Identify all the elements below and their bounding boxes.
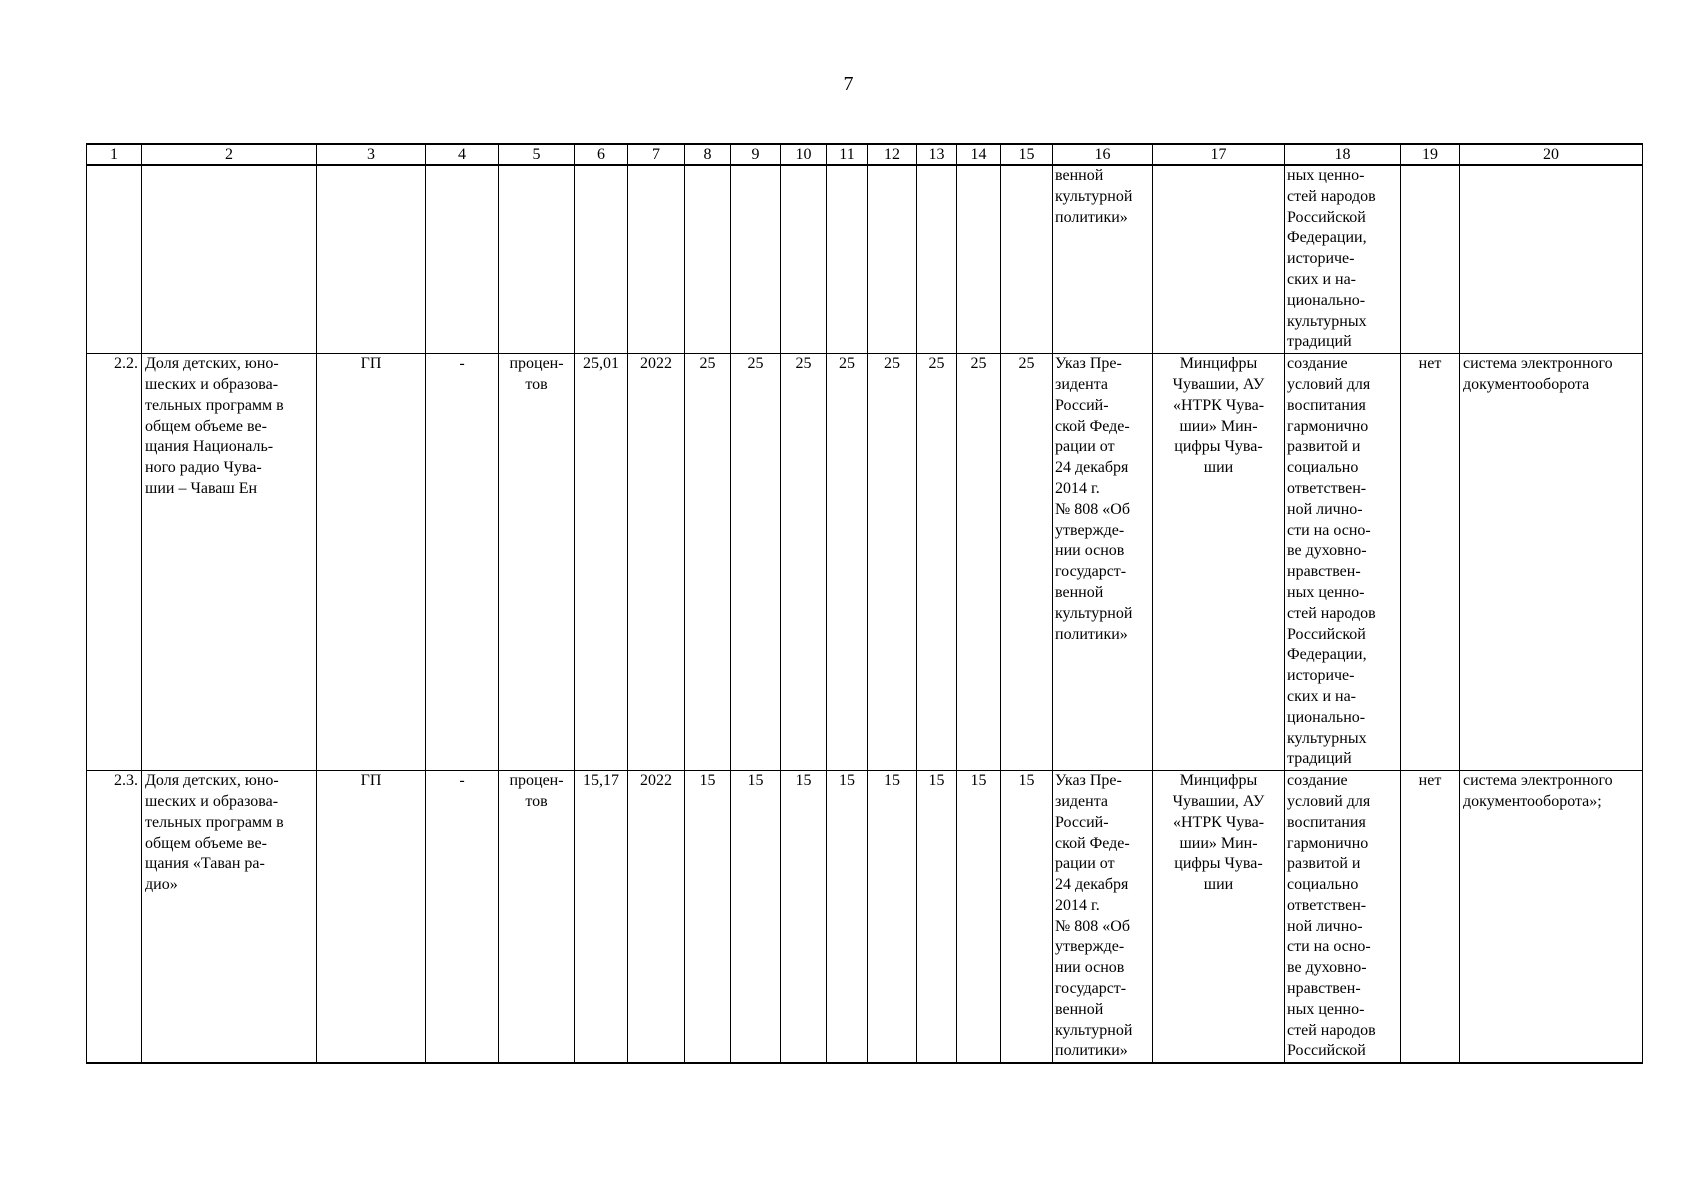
cell-line: тов [525, 792, 548, 810]
cell-info-system [1460, 165, 1643, 354]
cell-line: политики» [1055, 625, 1128, 643]
cell-line: шии» Мин- [1179, 834, 1258, 852]
cell-line: Доля детских, юно- [145, 772, 279, 790]
cell-value-10: 25 [781, 354, 827, 771]
cell-line: Доля детских, юно- [145, 355, 279, 373]
cell-value-12: 15 [868, 771, 917, 1064]
cell-line: стей народов [1287, 1021, 1376, 1039]
cell-line: 2014 г. [1055, 479, 1100, 497]
cell-line: Российской [1287, 625, 1366, 643]
cell-line: ответствен- [1287, 896, 1367, 914]
cell-code: - [426, 771, 499, 1064]
cell-value-8: 25 [685, 354, 731, 771]
cell-line: традиций [1287, 333, 1352, 351]
cell-indicator-name [142, 165, 317, 354]
cell-type: ГП [317, 771, 426, 1064]
cell-line: шии [1203, 876, 1234, 894]
cell-line: создание [1287, 355, 1348, 373]
cell-line: развитой и [1287, 438, 1361, 456]
cell-line: ских и на- [1287, 270, 1356, 288]
cell-line: система электронного [1463, 355, 1613, 373]
cell-line: 2014 г. [1055, 896, 1100, 914]
cell-value-15 [1001, 165, 1053, 354]
cell-info-system [1460, 771, 1643, 1064]
cell-line: зидента [1055, 792, 1108, 810]
cell-line: шии – Чаваш Ен [145, 479, 258, 497]
indicators-table [86, 143, 1643, 1064]
cell-line: ной лично- [1287, 917, 1363, 935]
cell-line: государст- [1055, 563, 1127, 581]
cell-flag [1401, 165, 1460, 354]
header-col-10: 10 [781, 144, 827, 165]
header-col-15: 15 [1001, 144, 1053, 165]
cell-line: дио» [145, 876, 178, 894]
cell-line: Минцифры [1179, 355, 1258, 373]
cell-line: социально [1287, 876, 1359, 894]
cell-value-8 [685, 165, 731, 354]
cell-line: ских и на- [1287, 687, 1356, 705]
header-row [87, 144, 1643, 165]
cell-line: воспитания [1287, 396, 1366, 414]
cell-line: утвержде- [1055, 938, 1125, 956]
cell-line: 24 декабря [1055, 459, 1129, 477]
header-col-14: 14 [957, 144, 1001, 165]
page-number: 7 [843, 73, 854, 95]
cell-value-15: 25 [1001, 354, 1053, 771]
cell-line: шии» Мин- [1179, 417, 1258, 435]
cell-value-14: 25 [957, 354, 1001, 771]
cell-line: гармонично [1287, 834, 1369, 852]
cell-line: общем объеме ве- [145, 834, 267, 852]
cell-value-10: 15 [781, 771, 827, 1064]
cell-line: политики» [1055, 1042, 1128, 1060]
cell-line: венной [1055, 1000, 1104, 1018]
cell-line: шеских и образова- [145, 792, 279, 810]
cell-code [426, 165, 499, 354]
header-col-6: 6 [575, 144, 628, 165]
cell-document-basis [1053, 354, 1153, 771]
cell-line: сти на осно- [1287, 521, 1371, 539]
cell-responsible [1153, 354, 1285, 771]
cell-line: Указ Пре- [1055, 355, 1122, 373]
cell-line: нравствен- [1287, 980, 1361, 998]
cell-line: щания «Таван ра- [145, 855, 265, 873]
cell-line: рации от [1055, 438, 1115, 456]
cell-line: нии основ [1055, 959, 1125, 977]
cell-base-year: 2022 [628, 354, 685, 771]
cell-type: ГП [317, 354, 426, 771]
cell-line: нии основ [1055, 542, 1125, 560]
header-col-2: 2 [142, 144, 317, 165]
cell-line: Чувашии, АУ [1172, 375, 1265, 393]
cell-line: Чувашии, АУ [1172, 792, 1265, 810]
cell-line: щания Националь- [145, 438, 274, 456]
cell-line: стей народов [1287, 187, 1376, 205]
header-col-19: 19 [1401, 144, 1460, 165]
cell-line: процен- [509, 355, 564, 373]
cell-base-year: 2022 [628, 771, 685, 1064]
cell-line: культурных [1287, 312, 1367, 330]
cell-value-14 [957, 165, 1001, 354]
cell-line: Российской [1287, 1042, 1366, 1060]
cell-line: ционально- [1287, 708, 1366, 726]
cell-row-number [87, 165, 142, 354]
cell-line: Россий- [1055, 813, 1109, 831]
cell-line: ве духовно- [1287, 959, 1367, 977]
cell-value-14: 15 [957, 771, 1001, 1064]
cell-value-11: 15 [827, 771, 868, 1064]
cell-line: стей народов [1287, 604, 1376, 622]
cell-line: Федерации, [1287, 646, 1367, 664]
cell-line: цифры Чува- [1174, 438, 1263, 456]
cell-line: тов [525, 375, 548, 393]
cell-base-value: 25,01 [575, 354, 628, 771]
cell-line: традиций [1287, 750, 1352, 768]
cell-value-13: 15 [917, 771, 957, 1064]
cell-line: нравствен- [1287, 563, 1361, 581]
cell-line: гармонично [1287, 417, 1369, 435]
cell-line: № 808 «Об [1055, 500, 1130, 518]
cell-base-year [628, 165, 685, 354]
cell-line: процен- [509, 772, 564, 790]
header-col-11: 11 [827, 144, 868, 165]
cell-line: «НТРК Чува- [1172, 813, 1265, 831]
header-col-1: 1 [87, 144, 142, 165]
header-col-17: 17 [1153, 144, 1285, 165]
cell-value-12: 25 [868, 354, 917, 771]
cell-line: социально [1287, 459, 1359, 477]
cell-line: ве духовно- [1287, 542, 1367, 560]
cell-line: воспитания [1287, 813, 1366, 831]
cell-line: ционально- [1287, 291, 1366, 309]
cell-value-13 [917, 165, 957, 354]
cell-row-number: 2.3. [87, 771, 142, 1064]
cell-line: шии [1203, 459, 1234, 477]
header-col-13: 13 [917, 144, 957, 165]
table-row [87, 165, 1643, 354]
cell-code: - [426, 354, 499, 771]
cell-line: венной [1055, 167, 1104, 184]
cell-type [317, 165, 426, 354]
cell-line: зидента [1055, 375, 1108, 393]
header-col-3: 3 [317, 144, 426, 165]
cell-line: государст- [1055, 980, 1127, 998]
cell-row-number: 2.2. [87, 354, 142, 771]
cell-document-basis [1053, 165, 1153, 354]
table-row [87, 771, 1643, 1064]
cell-line: ской Феде- [1055, 834, 1130, 852]
cell-line: культурных [1287, 729, 1367, 747]
cell-line: Российской [1287, 208, 1366, 226]
cell-responsible [1153, 771, 1285, 1064]
header-col-12: 12 [868, 144, 917, 165]
cell-value-8: 15 [685, 771, 731, 1064]
cell-line: Россий- [1055, 396, 1109, 414]
cell-line: культурной [1055, 187, 1133, 205]
cell-line: культурной [1055, 1021, 1133, 1039]
cell-value-12 [868, 165, 917, 354]
header-col-4: 4 [426, 144, 499, 165]
cell-info-system [1460, 354, 1643, 771]
cell-line: Указ Пре- [1055, 772, 1122, 790]
cell-value-15: 15 [1001, 771, 1053, 1064]
cell-line: общем объеме ве- [145, 417, 267, 435]
cell-line: утвержде- [1055, 521, 1125, 539]
header-col-16: 16 [1053, 144, 1153, 165]
cell-responsible [1153, 165, 1285, 354]
cell-value-9: 15 [731, 771, 781, 1064]
header-col-9: 9 [731, 144, 781, 165]
cell-line: «НТРК Чува- [1172, 396, 1265, 414]
cell-line: развитой и [1287, 855, 1361, 873]
cell-base-value [575, 165, 628, 354]
cell-value-13: 25 [917, 354, 957, 771]
cell-document-basis [1053, 771, 1153, 1064]
cell-base-value: 15,17 [575, 771, 628, 1064]
cell-value-10 [781, 165, 827, 354]
cell-value-11: 25 [827, 354, 868, 771]
cell-line: тельных программ в [145, 396, 284, 414]
cell-line: сти на осно- [1287, 938, 1371, 956]
cell-line: тельных программ в [145, 813, 284, 831]
cell-line: ных ценно- [1287, 1000, 1365, 1018]
cell-line: политики» [1055, 208, 1128, 226]
header-col-18: 18 [1285, 144, 1401, 165]
cell-value-9 [731, 165, 781, 354]
cell-line: условий для [1287, 792, 1371, 810]
header-col-7: 7 [628, 144, 685, 165]
cell-line: культурной [1055, 604, 1133, 622]
cell-line: создание [1287, 772, 1348, 790]
cell-unit [499, 165, 575, 354]
cell-goal-link [1285, 771, 1401, 1064]
cell-goal-link [1285, 165, 1401, 354]
cell-line: 24 декабря [1055, 876, 1129, 894]
table-row [87, 354, 1643, 771]
cell-line: ской Феде- [1055, 417, 1130, 435]
header-col-20: 20 [1460, 144, 1643, 165]
cell-line: ного радио Чува- [145, 459, 262, 477]
cell-line: ных ценно- [1287, 583, 1365, 601]
cell-line: шеских и образова- [145, 375, 279, 393]
cell-line: цифры Чува- [1174, 855, 1263, 873]
cell-line: рации от [1055, 855, 1115, 873]
cell-indicator-name [142, 354, 317, 771]
cell-line: ответствен- [1287, 479, 1367, 497]
cell-flag: нет [1401, 354, 1460, 771]
cell-indicator-name [142, 771, 317, 1064]
cell-line: № 808 «Об [1055, 917, 1130, 935]
cell-line: ных ценно- [1287, 167, 1365, 184]
cell-unit [499, 771, 575, 1064]
cell-line: система электронного [1463, 772, 1613, 790]
cell-line: условий для [1287, 375, 1371, 393]
cell-flag: нет [1401, 771, 1460, 1064]
header-col-8: 8 [685, 144, 731, 165]
cell-unit [499, 354, 575, 771]
header-col-5: 5 [499, 144, 575, 165]
cell-value-9: 25 [731, 354, 781, 771]
cell-line: Минцифры [1179, 772, 1258, 790]
cell-line: документооборота»; [1463, 792, 1602, 810]
cell-value-11 [827, 165, 868, 354]
cell-line: историче- [1287, 667, 1355, 685]
cell-goal-link [1285, 354, 1401, 771]
cell-line: историче- [1287, 250, 1355, 268]
cell-line: венной [1055, 583, 1104, 601]
cell-line: документооборота [1463, 375, 1590, 393]
cell-line: Федерации, [1287, 229, 1367, 247]
cell-line: ной лично- [1287, 500, 1363, 518]
